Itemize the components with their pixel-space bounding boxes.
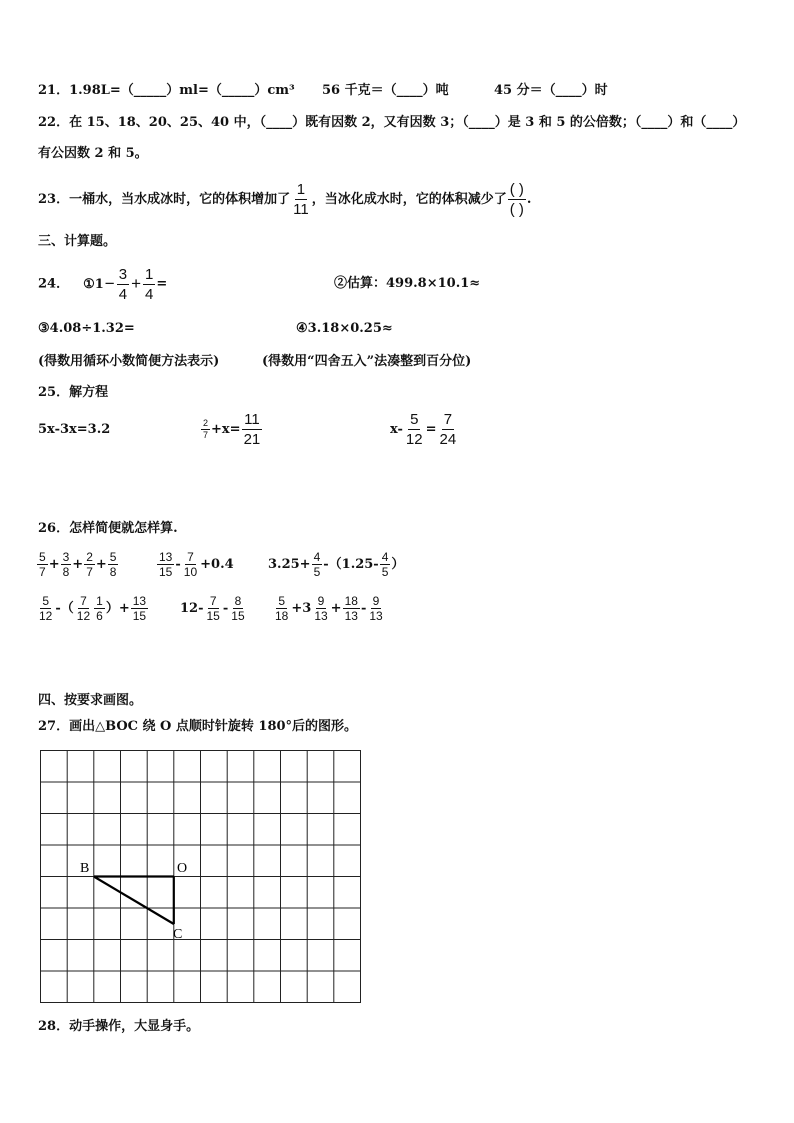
q24-part-4: ④3.18×0.25≈ <box>296 321 393 336</box>
q23-text-b: ，当冰化成水时，它的体积减少了 <box>311 192 507 207</box>
equals: = <box>425 422 437 437</box>
question-24: 24． ①1− $\frac{3}{4}$ + $\frac{1}{4}$ = <box>38 265 168 303</box>
q26-title: 怎样简便就怎样算. <box>69 521 178 536</box>
question-number: 23． <box>38 192 70 207</box>
q21-part-a: 1.98L=（_____）ml=（_____）cm³ <box>69 83 295 98</box>
q28-text: 动手操作，大显身手。 <box>69 1019 200 1034</box>
q24-part-2: ②估算：499.8×10.1≈ <box>334 276 481 291</box>
answer-blank-fraction: $\frac{( )}{( )}$ <box>509 181 524 218</box>
grid <box>41 751 361 1003</box>
fraction: $\frac{5}{12}$ <box>405 411 423 448</box>
equation-text: x- <box>390 422 403 437</box>
section-4-title: 四、按要求画图。 <box>38 693 143 708</box>
q24-part-3: ③4.08÷1.32= <box>38 321 135 336</box>
equation-text: +x= <box>211 422 241 437</box>
q23-end: . <box>526 192 532 207</box>
q24-note-right: (得数用“四舍五入”法凑整到百分位) <box>262 354 472 369</box>
question-number: 27． <box>38 719 70 734</box>
q27-text: 画出△BOC 绕 O 点顺时针旋转 180°后的图形。 <box>69 719 358 734</box>
expression-2c: $\frac{5}{18}$ +3 $\frac{9}{13}$ + $\frac{18}{13}$ - $\frac{9}{13}$ <box>275 594 383 623</box>
point-c-label: C <box>173 927 183 942</box>
q21-part-c: 45 分＝（____）时 <box>494 83 608 98</box>
question-number: 25． <box>38 385 70 400</box>
section-3-title: 三、计算题。 <box>38 234 117 249</box>
expression-1b: $\frac{13}{15}$ - $\frac{7}{10}$ +0.4 <box>159 550 234 579</box>
expression-1a: $\frac{5}{7}$ + $\frac{3}{8}$ + $\frac{2}{7}$ + $\frac{5}{8}$ <box>39 550 117 579</box>
fraction: $\frac{1}{4}$ <box>145 265 154 303</box>
q21-part-b: 56 千克＝（____）吨 <box>322 83 449 98</box>
question-28 <box>38 1018 199 1036</box>
equals: = <box>156 276 168 292</box>
question-number: 21． <box>38 83 70 98</box>
q22-line-1: 在 15、18、20、25、40 中，（____）既有因数 2，又有因数 3；（____）是 3 和 5 的公倍数；（____）和（____） <box>69 115 746 130</box>
point-o-label: O <box>177 861 188 876</box>
equation-1: 5x-3x=3.2 <box>38 422 111 437</box>
triangle-boc <box>94 877 174 925</box>
expression-2b: 12- $\frac{7}{15}$ - $\frac{8}{15}$ <box>180 594 245 623</box>
question-number: 22． <box>38 115 70 130</box>
fraction: $\frac{11}{21}$ <box>243 411 261 448</box>
fraction: $\frac{2}{7}$ <box>203 418 209 440</box>
question-number: 24． <box>38 276 70 292</box>
q22-line-2: 有公因数 2 和 5。 <box>38 146 148 161</box>
expression-1c: 3.25+ $\frac{4}{5}$ -（1.25- $\frac{4}{5}$ ） <box>268 550 405 579</box>
expression-2a: $\frac{5}{12}$ -（ $\frac{7}{12}$ $\frac{1}{6}$ ）+ $\frac{13}{15}$ <box>39 594 147 623</box>
point-b-label: B <box>80 861 90 876</box>
q24-note-left: (得数用循环小数简便方法表示) <box>38 354 220 369</box>
fraction-one-eleventh: $\frac{1}{11}$ <box>293 181 309 218</box>
q24-part-1-label: ①1 <box>83 276 104 292</box>
fraction: $\frac{7}{24}$ <box>439 411 457 448</box>
fraction: $\frac{3}{4}$ <box>118 265 128 303</box>
q23-text-a: 一桶水，当水成冰时，它的体积增加了 <box>69 192 291 207</box>
q25-title: 解方程 <box>69 385 109 400</box>
question-number: 26． <box>38 521 70 536</box>
question-number: 28． <box>38 1019 70 1034</box>
